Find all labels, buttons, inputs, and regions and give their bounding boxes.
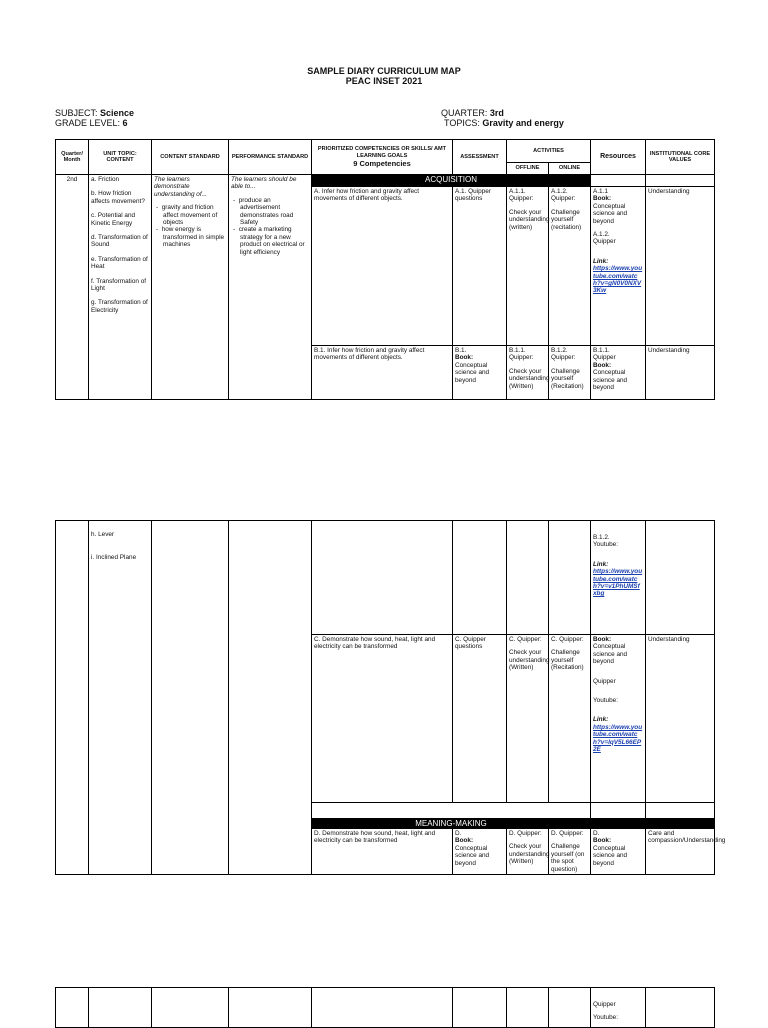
quarter-cell: 2nd [56, 175, 89, 400]
online-d-cont [549, 988, 591, 1028]
value-d-cont [646, 988, 715, 1028]
competency-c: C. Demonstrate how sound, heat, light and electricity can be transformed [312, 635, 453, 803]
offline-a: A.1.1. Quipper: Check your understanding (written) [507, 187, 549, 346]
unit-cell-p3 [89, 988, 152, 1028]
resources-b-cont: B.1.2. Youtube: Link: https://www.youtube.com/watch?v=v1PhUMSfxbg [591, 521, 646, 635]
document-subtitle: PEAC INSET 2021 [345, 76, 423, 86]
resources-c: Book: Conceptual science and beyond Quipper Youtube: Link: https://www.youtube.com/watch?v=lqV5L66EP2E [591, 635, 646, 803]
competency-d-cont [312, 988, 453, 1028]
content-standard-cell [152, 175, 229, 400]
unit-item: h. Lever [91, 531, 115, 538]
meaning-making-band: MEANING-MAKING [312, 819, 591, 829]
competency-b-cont [312, 521, 453, 635]
unit-item: c. Potential and Kinetic Energy [91, 212, 136, 227]
resources-b: B.1.1. Quipper Book: Conceptual science and beyond [591, 346, 646, 400]
header-quarter: Quarter/ Month [56, 140, 89, 175]
topics-value: Gravity and energy [482, 118, 564, 128]
unit-item: d. Transformation of Sound [91, 234, 148, 249]
grade-label: GRADE LEVEL: [55, 118, 123, 128]
header-core-values: INSTITUTIONAL CORE VALUES [646, 140, 715, 175]
unit-item: b. How friction affects movement? [91, 190, 145, 205]
subject-label: SUBJECT: [55, 108, 101, 118]
topics-line [444, 118, 564, 128]
content-standard-item: - how energy is transformed in simple machines [156, 226, 225, 249]
subject-line [55, 108, 134, 118]
header-competencies-label: PRIORITIZED COMPETENCIES OR SKILLS/ AMT LEARNING GOALS [317, 146, 447, 159]
quarter-value: 3rd [489, 108, 504, 118]
unit-item: g. Transformation of Electricity [91, 299, 148, 314]
acquisition-band: ACQUISITION [312, 175, 591, 187]
header-offline: OFFLINE [507, 163, 549, 175]
subject-value: Science [100, 108, 135, 118]
band-spacer [591, 175, 646, 187]
assessment-b: B.1. Book: Conceptual science and beyond [453, 346, 507, 400]
unit-item: i. Inclined Plane [91, 554, 137, 562]
quarter-cell-p2 [56, 521, 89, 875]
blank-row [312, 803, 591, 819]
performance-standard-item: - create a marketing strategy for a new product on electrical or light efficiency [233, 226, 305, 256]
curriculum-table-page1 [55, 139, 715, 400]
performance-standard-item: - produce an advertisement demonstrates road Safety [233, 196, 294, 227]
assessment-a: A.1. Quipper questions [453, 187, 507, 346]
header-competencies-count: 9 Competencies [353, 158, 411, 168]
value-a: Understanding [646, 187, 715, 346]
topics-label: TOPICS: [444, 118, 483, 128]
resources-a: A.1.1 Book: Conceptual science and beyond A.1.2. Quipper Link: https://www.youtube.com/watch?v=gN0V0NXV3Kw [591, 187, 646, 346]
assessment-d-cont [453, 988, 507, 1028]
grade-value: 6 [122, 118, 128, 128]
assessment-b-cont [453, 521, 507, 635]
band-spacer [646, 819, 715, 829]
assessment-d: D. Book: Conceptual science and beyond [453, 829, 507, 875]
unit-item: a. Friction [91, 176, 120, 183]
value-b: Understanding [646, 346, 715, 400]
youtube-link-c[interactable]: https://www.youtube.com/watch?v=lqV5L66EP2E [593, 723, 643, 754]
online-a: A.1.2. Quipper: Challenge yourself (recitation) [549, 187, 591, 346]
youtube-link-a[interactable]: https://www.youtube.com/watch?v=gN0V0NXV3Kw [593, 265, 643, 295]
content-standard-cell-p2 [152, 521, 229, 875]
value-b-cont [646, 521, 715, 635]
unit-item: e. Transformation of Heat [91, 255, 148, 271]
band-spacer [646, 175, 715, 187]
header-activities: ACTIVITIES [507, 140, 591, 163]
curriculum-table-page2 [55, 520, 726, 875]
unit-cell-p2 [89, 521, 152, 875]
online-b-cont [549, 521, 591, 635]
content-standard-item: - gravity and friction affect movement of objects [156, 204, 218, 227]
resources-d-cont: Quipper Youtube: [591, 988, 646, 1028]
competency-a: A. Infer how friction and gravity affect movements of different objects. [312, 187, 453, 346]
header-unit: UNIT TOPIC: CONTENT [89, 140, 152, 175]
grade-line [55, 118, 128, 128]
competency-b: B.1. Infer how friction and gravity affect movements of different objects. [312, 346, 453, 400]
header-assessment: ASSESSMENT [453, 140, 507, 175]
online-b: B.1.2. Quipper: Challenge yourself (Recitation) [549, 346, 591, 400]
performance-standard-cell-p3 [229, 988, 312, 1028]
competency-d: D. Demonstrate how sound, heat, light and electricity can be transformed [312, 829, 453, 875]
offline-d-cont [507, 988, 549, 1028]
offline-c: C. Quipper: Check your understanding (Written) [507, 635, 549, 803]
performance-standard-cell [229, 175, 312, 400]
resources-d: D. Book: Conceptual science and beyond [591, 829, 646, 875]
assessment-c: C. Quipper questions [453, 635, 507, 803]
blank-row-val [646, 803, 715, 819]
header-online: ONLINE [549, 163, 591, 175]
header-content-standard: CONTENT STANDARD [152, 140, 229, 175]
offline-d: D. Quipper: Check your understanding (Written) [507, 829, 549, 875]
header-performance-standard: PERFORMANCE STANDARD [229, 140, 312, 175]
unit-cell [89, 175, 152, 400]
quarter-line [441, 108, 504, 118]
content-standard-cell-p3 [152, 988, 229, 1028]
value-c: Understanding [646, 635, 715, 803]
youtube-link-b[interactable]: https://www.youtube.com/watch?v=v1PhUMSfxbg [593, 568, 643, 598]
blank-row-res [591, 803, 646, 819]
curriculum-table-page3 [55, 987, 715, 1028]
header-resources: Resources [591, 140, 646, 175]
quarter-cell-p3 [56, 988, 89, 1028]
content-standard-intro: The learners demonstrate understanding of... [154, 176, 207, 198]
offline-b-cont [507, 521, 549, 635]
quarter-label: QUARTER: [441, 108, 490, 118]
band-spacer [591, 819, 646, 829]
offline-b: B.1.1. Quipper: Check your understanding (Written) [507, 346, 549, 400]
value-d: Care and compassion/Understanding [646, 829, 715, 875]
online-d: D. Quipper: Challenge yourself (on the spot question) [549, 829, 591, 875]
performance-standard-cell-p2 [229, 521, 312, 875]
header-competencies [312, 140, 453, 175]
document-title: SAMPLE DIARY CURRICULUM MAP [307, 66, 461, 76]
online-c: C. Quipper: Challenge yourself (Recitation) [549, 635, 591, 803]
unit-item: f. Transformation of Light [91, 277, 147, 293]
performance-standard-intro: The learners should be able to... [231, 176, 297, 191]
